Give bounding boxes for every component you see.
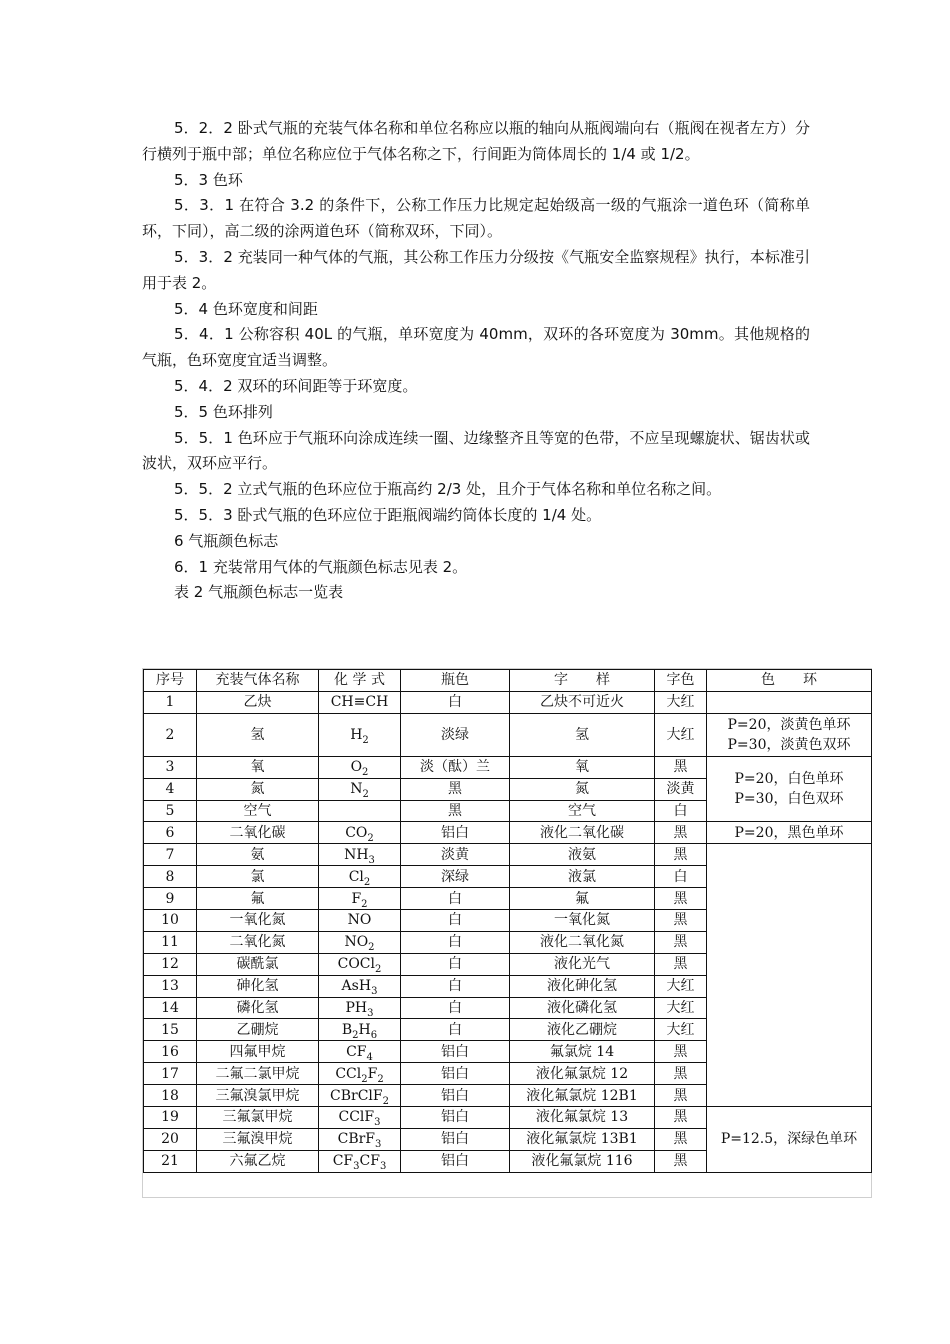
cell-formula: $H_2$	[319, 713, 401, 756]
paragraph-5-3-2: 5．3．2 充装同一种气体的气瓶，其公称工作压力分级按《气瓶安全监察规程》执行，本标准引用于表 2。	[142, 247, 810, 292]
cell-color-ring	[707, 844, 872, 1107]
cell-no: 15	[144, 1019, 197, 1041]
cell-formula: CBrF$_3$	[319, 1128, 401, 1150]
cell-no: 16	[144, 1041, 197, 1063]
cell-lettering: 空气	[510, 800, 655, 822]
cell-letter-color: 大红	[655, 975, 707, 997]
cell-lettering: 液化光气	[510, 953, 655, 975]
cell-no: 6	[144, 822, 197, 844]
cell-no: 12	[144, 953, 197, 975]
cell-no: 20	[144, 1128, 197, 1150]
cell-letter-color: 大红	[655, 1019, 707, 1041]
cell-color-ring	[707, 713, 872, 756]
cell-formula	[319, 800, 401, 822]
cell-formula: $B_2H_6$	[319, 1019, 401, 1041]
cell-gas-name: 磷化氢	[197, 997, 319, 1019]
cell-lettering: 氢	[510, 713, 655, 756]
cell-formula: CH≡CH	[319, 691, 401, 713]
cell-bottle-color: 白	[401, 953, 510, 975]
cell-letter-color: 大红	[655, 713, 707, 756]
cell-no: 14	[144, 997, 197, 1019]
cell-bottle-color: 黑	[401, 800, 510, 822]
cell-gas-name: 三氟溴氯甲烷	[197, 1085, 319, 1107]
cell-lettering: 液化二氧化碳	[510, 822, 655, 844]
cell-letter-color: 大红	[655, 691, 707, 713]
cell-bottle-color: 淡黄	[401, 844, 510, 866]
cell-lettering: 氮	[510, 778, 655, 800]
cell-bottle-color: 白	[401, 975, 510, 997]
cell-color-ring	[707, 691, 872, 713]
cell-bottle-color: 铝白	[401, 1107, 510, 1129]
paragraph-5-5-1: 5．5．1 色环应于气瓶环向涂成连续一圈、边缘整齐且等宽的色带，不应呈现螺旋状、锯齿状或波状，双环应平行。	[142, 428, 810, 473]
ring-text: P=30，白色双环	[734, 791, 844, 808]
cell-formula: $Cl_2$	[319, 866, 401, 888]
cell-gas-name: 三氟溴甲烷	[197, 1128, 319, 1150]
table-row	[144, 691, 872, 713]
cell-bottle-color: 白	[401, 910, 510, 932]
cell-formula: CBrClF$_2$	[319, 1085, 401, 1107]
cell-gas-name: 砷化氢	[197, 975, 319, 997]
cell-bottle-color: 白	[401, 1019, 510, 1041]
cell-formula: $N_2$	[319, 778, 401, 800]
cell-bottle-color: 铝白	[401, 1150, 510, 1172]
cell-bottle-color: 白	[401, 691, 510, 713]
cell-lettering: 液化砷化氢	[510, 975, 655, 997]
cell-lettering: 液化氟氯烷 116	[510, 1150, 655, 1172]
table-row	[144, 713, 872, 756]
cell-no: 9	[144, 888, 197, 910]
cell-letter-color: 黑	[655, 844, 707, 866]
cell-gas-name: 氨	[197, 844, 319, 866]
cell-lettering: 液化磷化氢	[510, 997, 655, 1019]
heading-6: 6 气瓶颜色标志	[174, 531, 279, 550]
cell-letter-color: 黑	[655, 1041, 707, 1063]
cell-bottle-color: 黑	[401, 778, 510, 800]
paragraph-5-4-1: 5．4．1 公称容积 40L 的气瓶，单环宽度为 40mm，双环的各环宽度为 30mm。其他规格的气瓶，色环宽度宜适当调整。	[142, 325, 810, 370]
cell-letter-color: 黑	[655, 1150, 707, 1172]
cell-lettering: 氧	[510, 756, 655, 778]
cell-letter-color: 黑	[655, 931, 707, 953]
cell-no: 13	[144, 975, 197, 997]
cell-letter-color: 黑	[655, 1128, 707, 1150]
cell-formula: $NH_3$	[319, 844, 401, 866]
cell-lettering: 一氧化氮	[510, 910, 655, 932]
cell-lettering: 液化氟氯烷 12	[510, 1063, 655, 1085]
cell-no: 17	[144, 1063, 197, 1085]
ring-text: P=20，淡黄色单环	[727, 716, 851, 733]
paragraph-5-4-2: 5．4．2 双环的环间距等于环宽度。	[174, 376, 418, 395]
cell-no: 18	[144, 1085, 197, 1107]
cell-bottle-color: 铝白	[401, 1085, 510, 1107]
heading-5-3: 5．3 色环	[174, 170, 243, 189]
cell-lettering: 液化氟氯烷 12B1	[510, 1085, 655, 1107]
cell-bottle-color: 铝白	[401, 1128, 510, 1150]
cell-formula: $F_2$	[319, 888, 401, 910]
cell-gas-name: 氧	[197, 756, 319, 778]
header-letter-color: 字色	[655, 670, 707, 692]
table-row	[144, 1107, 872, 1129]
cell-color-ring: P=20，黑色单环	[707, 822, 872, 844]
cell-letter-color: 大红	[655, 997, 707, 1019]
cell-letter-color: 白	[655, 866, 707, 888]
cell-gas-name: 三氟氯甲烷	[197, 1107, 319, 1129]
cell-no: 10	[144, 910, 197, 932]
cell-formula: CClF$_3$	[319, 1107, 401, 1129]
cell-gas-name: 氢	[197, 713, 319, 756]
cell-gas-name: 乙炔	[197, 691, 319, 713]
gas-cylinder-color-table	[143, 669, 872, 1173]
cell-formula: $CF_4$	[319, 1041, 401, 1063]
cell-bottle-color: 铝白	[401, 1063, 510, 1085]
cell-no: 19	[144, 1107, 197, 1129]
header-formula: 化 学 式	[319, 670, 401, 692]
cell-no: 21	[144, 1150, 197, 1172]
cell-gas-name: 碳酰氯	[197, 953, 319, 975]
cell-gas-name: 二氧化氮	[197, 931, 319, 953]
cell-gas-name: 空气	[197, 800, 319, 822]
cell-bottle-color: 白	[401, 997, 510, 1019]
cell-no: 11	[144, 931, 197, 953]
cell-formula: $O_2$	[319, 756, 401, 778]
cell-no: 3	[144, 756, 197, 778]
cell-formula: $CCl_2F_2$	[319, 1063, 401, 1085]
cell-gas-name: 二氟二氯甲烷	[197, 1063, 319, 1085]
cell-gas-name: 乙硼烷	[197, 1019, 319, 1041]
table-body	[144, 691, 872, 1172]
cell-no: 5	[144, 800, 197, 822]
cell-bottle-color: 淡（酞）兰	[401, 756, 510, 778]
body-text	[142, 116, 810, 606]
table-caption: 表 2 气瓶颜色标志一览表	[174, 583, 344, 602]
cell-formula: $CO_2$	[319, 822, 401, 844]
heading-5-5: 5．5 色环排列	[174, 402, 273, 421]
cell-no: 2	[144, 713, 197, 756]
table-frame	[142, 668, 872, 1198]
header-no: 序号	[144, 670, 197, 692]
cell-formula: NO	[319, 910, 401, 932]
cell-bottle-color: 铝白	[401, 1041, 510, 1063]
cell-letter-color: 黑	[655, 888, 707, 910]
table-row	[144, 844, 872, 866]
cell-letter-color: 淡黄	[655, 778, 707, 800]
cell-lettering: 液化二氧化氮	[510, 931, 655, 953]
table-row	[144, 756, 872, 778]
ring-text: P=20，白色单环	[734, 771, 844, 788]
cell-lettering: 液化氟氯烷 13	[510, 1107, 655, 1129]
cell-gas-name: 四氟甲烷	[197, 1041, 319, 1063]
cell-letter-color: 黑	[655, 953, 707, 975]
cell-letter-color: 白	[655, 800, 707, 822]
cell-formula: $CF_3CF_3$	[319, 1150, 401, 1172]
table-row	[144, 822, 872, 844]
paragraph-5-5-2: 5．5．2 立式气瓶的色环应位于瓶高约 2/3 处，且介于气体名称和单位名称之间。	[174, 480, 722, 499]
cell-lettering: 液氨	[510, 844, 655, 866]
cell-lettering: 乙炔不可近火	[510, 691, 655, 713]
cell-formula: AsH$_3$	[319, 975, 401, 997]
paragraph-5-2-2: 5．2．2 卧式气瓶的充装气体名称和单位名称应以瓶的轴向从瓶阀端向右（瓶阀在视者左方）分行横列于瓶中部；单位名称应位于气体名称之下，行间距为筒体周长的 1/4 或 1/2。	[142, 119, 810, 163]
cell-no: 4	[144, 778, 197, 800]
heading-5-4: 5．4 色环宽度和间距	[174, 299, 318, 318]
header-gas-name: 充装气体名称	[197, 670, 319, 692]
paragraph-5-3-1: 5．3．1 在符合 3.2 的条件下，公称工作压力比规定起始级高一级的气瓶涂一道色环（简称单环，下同），高二级的涂两道色环（简称双环，下同）。	[142, 196, 810, 241]
cell-gas-name: 六氟乙烷	[197, 1150, 319, 1172]
cell-letter-color: 黑	[655, 756, 707, 778]
cell-formula: $NO_2$	[319, 931, 401, 953]
cell-letter-color: 黑	[655, 1107, 707, 1129]
cell-bottle-color: 深绿	[401, 866, 510, 888]
cell-gas-name: 氟	[197, 888, 319, 910]
cell-gas-name: 二氧化碳	[197, 822, 319, 844]
paragraph-5-5-3: 5．5．3 卧式气瓶的色环应位于距瓶阀端约筒体长度的 1/4 处。	[174, 505, 602, 524]
cell-letter-color: 黑	[655, 1085, 707, 1107]
cell-formula: COCl$_2$	[319, 953, 401, 975]
cell-lettering: 液化氟氯烷 13B1	[510, 1128, 655, 1150]
cell-bottle-color: 白	[401, 888, 510, 910]
cell-bottle-color: 淡绿	[401, 713, 510, 756]
header-color-ring: 色 环	[707, 670, 872, 692]
cell-no: 1	[144, 691, 197, 713]
cell-letter-color: 黑	[655, 910, 707, 932]
cell-letter-color: 黑	[655, 822, 707, 844]
cell-gas-name: 一氧化氮	[197, 910, 319, 932]
cell-gas-name: 氯	[197, 866, 319, 888]
cell-letter-color: 黑	[655, 1063, 707, 1085]
cell-bottle-color: 白	[401, 931, 510, 953]
cell-formula: $PH_3$	[319, 997, 401, 1019]
ring-text: P=30，淡黄色双环	[727, 736, 851, 753]
cell-lettering: 氟	[510, 888, 655, 910]
table-header-row	[144, 670, 872, 692]
cell-no: 8	[144, 866, 197, 888]
cell-color-ring: P=12.5，深绿色单环	[707, 1107, 872, 1173]
header-lettering: 字 样	[510, 670, 655, 692]
cell-lettering: 液氯	[510, 866, 655, 888]
cell-gas-name: 氮	[197, 778, 319, 800]
cell-color-ring	[707, 756, 872, 822]
cell-lettering: 液化乙硼烷	[510, 1019, 655, 1041]
header-bottle-color: 瓶色	[401, 670, 510, 692]
cell-lettering: 氟氯烷 14	[510, 1041, 655, 1063]
paragraph-6-1: 6．1 充装常用气体的气瓶颜色标志见表 2。	[174, 557, 468, 576]
cell-no: 7	[144, 844, 197, 866]
cell-bottle-color: 铝白	[401, 822, 510, 844]
